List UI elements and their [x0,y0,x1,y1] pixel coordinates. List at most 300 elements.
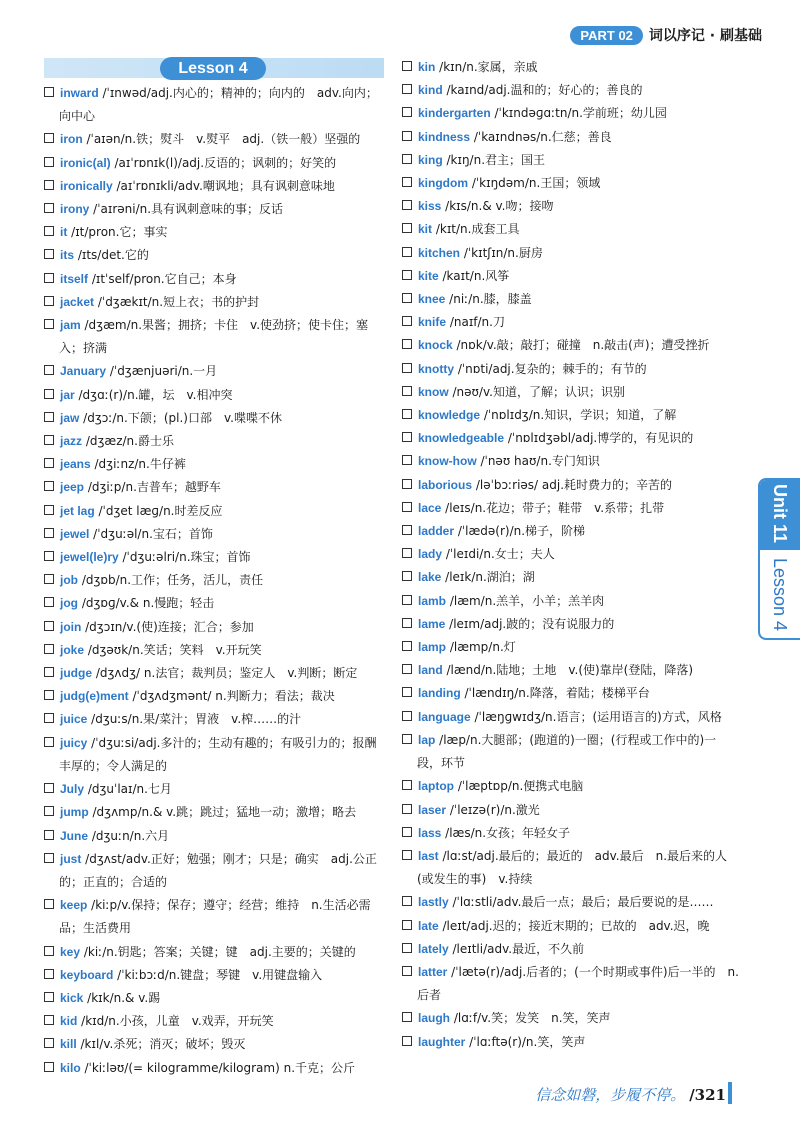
checkbox[interactable] [402,943,412,953]
vocab-word: keep [60,898,88,913]
vocab-definition: /dʒuːs/n.果/菜汁；胃液 v.榨……的汁 [87,712,302,727]
vocab-word: laugh [418,1011,450,1026]
checkbox[interactable] [44,226,54,236]
checkbox[interactable] [402,827,412,837]
checkbox[interactable] [44,853,54,863]
vocab-definition: /dʒʌmp/n.& v.跳；跳过；猛地一动；激增；略去 [88,805,357,820]
checkbox[interactable] [44,1015,54,1025]
vocab-entry [44,407,384,430]
vocab-word: knotty [418,361,454,376]
page-header [570,24,762,46]
vocab-definition: /lɑːst/adj.最后的；最近的 adv.最后 n.最后来的人(或发生的事) v.持续 [417,848,728,887]
vocab-definition: /ɪtˈself/pron.它自己；本身 [88,271,237,286]
vocab-word: it [60,225,68,240]
vocab-word: jeep [60,480,85,495]
checkbox[interactable] [44,157,54,167]
vocab-entry [402,845,740,891]
vocab-entry [402,102,740,125]
vocab-word: kit [418,222,433,237]
vocab-definition: /ˈlɑːstli/adv.最后一点；最后；最后要说的是…… [448,895,714,910]
vocab-word: kill [60,1037,77,1052]
vocab-word: jacket [60,294,95,309]
checkbox[interactable] [44,806,54,816]
vocab-word: laborious [418,477,473,492]
vocab-word: ladder [418,524,455,539]
vocab-entry [402,938,740,961]
checkbox[interactable] [44,528,54,538]
vocab-word: lamb [418,593,447,608]
vocab-word: kind [418,83,443,98]
page-footer [535,1084,726,1105]
vocab-entry [402,1031,740,1054]
checkbox[interactable] [402,339,412,349]
vocab-entry [44,384,384,407]
vocab-definition: /dʒʌst/adv.正好；勉强；刚才；只是；确实 adj.公正的；正直的；合适的 [59,851,377,889]
vocab-definition: /dʒɑː(r)/n.罐，坛 v.相冲突 [74,387,233,402]
checkbox[interactable] [402,618,412,628]
vocab-definition: /ˈnɒlɪdʒ/n.知识，学识；知道，了解 [480,408,677,423]
checkbox[interactable] [44,899,54,909]
vocab-word: language [418,709,471,724]
vocab-entry [402,590,740,613]
checkbox[interactable] [402,1036,412,1046]
checkbox[interactable] [402,896,412,906]
checkbox[interactable] [44,435,54,445]
vocab-word: laser [418,802,447,817]
vocab-entry [44,662,384,685]
vocab-entry [44,360,384,383]
vocab-definition: /ɪts/det.它的 [74,248,149,263]
vocab-entry [44,848,384,894]
vocab-entry [402,1007,740,1030]
checkbox[interactable] [44,203,54,213]
vocab-entry [44,314,384,360]
checkbox[interactable] [44,992,54,1002]
vocab-word: just [60,851,82,866]
vocab-definition: /nəʊ/v.知道，了解；认识；识别 [448,384,625,399]
checkbox[interactable] [44,296,54,306]
checkbox[interactable] [44,1038,54,1048]
vocab-definition: /ˈdʒænjuəri/n.一月 [106,364,218,379]
vocab-word: lately [418,941,449,956]
vocab-entry [402,543,740,566]
vocab-definition: /ˈkɪtʃɪn/n.厨房 [460,245,543,260]
vocab-word: last [418,848,439,863]
vocab-word: job [60,573,78,588]
vocab-definition: /kɪŋ/n.君主；国王 [442,152,546,167]
vocab-definition: /leɪtli/adv.最近，不久前 [448,941,585,956]
vocab-word: kindness [418,129,471,144]
vocab-definition: /dʒuːn/n.六月 [88,828,170,843]
vocab-entry [402,56,740,79]
checkbox[interactable] [44,481,54,491]
vocab-definition: /læmp/n.灯 [446,640,516,655]
vocab-word: kick [60,990,84,1005]
vocab-definition: /leɪs/n.花边；带子；鞋带 v.系带；扎带 [441,500,665,515]
side-tab-unit [760,480,800,550]
lesson-title: Lesson 4 [160,57,266,80]
checkbox[interactable] [402,107,412,117]
checkbox[interactable] [402,363,412,373]
checkbox[interactable] [44,644,54,654]
vocab-definition: /lɑːf/v.笑；发笑 n.笑，笑声 [450,1011,611,1026]
vocab-entry [44,801,384,824]
vocab-definition: /ˈkiːbɔːd/n.键盘；琴键 v.用键盘输入 [113,967,323,982]
vocab-definition: /ˈleɪdi/n.女士；夫人 [442,547,555,562]
side-tab [758,478,800,640]
vocab-definition: /læm/n.羔羊，小羊；羔羊肉 [446,593,605,608]
vocab-entry [44,128,384,151]
checkbox[interactable] [44,505,54,515]
vocab-word: laughter [418,1034,466,1049]
checkbox[interactable] [402,200,412,210]
checkbox[interactable] [44,621,54,631]
vocab-word: know [418,384,449,399]
vocab-definition: /ˈnɒti/adj.复杂的；棘手的；有节的 [454,361,647,376]
vocab-column-right [402,56,740,1054]
vocab-entry [44,291,384,314]
vocab-definition: /dʒæz/n.爵士乐 [82,434,174,449]
vocab-word: kite [418,268,439,283]
vocab-entry [402,79,740,102]
checkbox[interactable] [44,180,54,190]
part-badge: PART 02 [570,26,643,45]
checkbox[interactable] [402,455,412,465]
vocab-definition: /dʒæm/n.果酱；拥挤；卡住 v.使劲挤；使卡住；塞入；挤满 [59,318,369,356]
checkbox[interactable] [402,711,412,721]
vocab-definition: /kaɪt/n.风筝 [438,268,510,283]
vocab-definition: /ˈlæptɒp/n.便携式电脑 [454,779,584,794]
checkbox[interactable] [44,458,54,468]
vocab-entry [44,1057,384,1080]
vocab-word: January [60,364,107,379]
vocab-word: kitchen [418,245,461,260]
checkbox[interactable] [402,804,412,814]
checkbox[interactable] [402,525,412,535]
checkbox[interactable] [402,664,412,674]
checkbox[interactable] [402,131,412,141]
vocab-definition: /dʒɒɡ/v.& n.慢跑；轻击 [78,596,215,611]
vocab-entry [44,476,384,499]
vocab-definition: /dʒɒb/n.工作；任务，活儿，责任 [78,573,264,588]
vocab-word: juicy [60,735,88,750]
vocab-entry [44,1033,384,1056]
vocab-word: lace [418,500,442,515]
page-number: /321 [689,1086,726,1104]
vocab-word: jump [60,805,89,820]
vocab-entry [44,685,384,708]
vocab-entry [402,659,740,682]
vocab-word: knife [418,315,447,330]
checkbox[interactable] [44,551,54,561]
vocab-word: joke [60,642,85,657]
vocab-definition: /dʒɔɪn/v.(使)连接；汇合；参加 [81,619,254,634]
vocab-entry [44,523,384,546]
vocab-definition: /ˈkɪŋdəm/n.王国；领域 [468,176,601,191]
vocab-word: laptop [418,779,454,794]
vocab-definition: /dʒuˈlaɪ/n.七月 [84,782,172,797]
vocab-definition: /ˈkaɪndnəs/n.仁慈；善良 [470,129,612,144]
vocab-definition: /ˈlætə(r)/adj.后者的；(一个时期或事件)后一半的 n.后者 [417,964,739,1003]
vocab-word: judg(e)ment [60,689,129,704]
checkbox[interactable] [402,409,412,419]
vocab-definition: /naɪf/n.刀 [446,315,505,330]
vocab-word: jam [60,318,81,333]
checkbox[interactable] [44,830,54,840]
checkbox[interactable] [44,783,54,793]
vocab-definition: /læp/n.大腿部；(跑道的)一圈；(行程或工作中的)一段，环节 [417,732,717,771]
checkbox[interactable] [44,574,54,584]
vocab-definition: /ˈkɪndəɡɑːtn/n.学前班；幼儿园 [490,106,667,121]
vocab-entry [402,891,740,914]
vocab-word: irony [60,202,90,217]
vocab-word: lass [418,825,442,840]
vocab-definition: /lænd/n.陆地；土地 v.(使)靠岸(登陆，降落) [442,663,694,678]
vocab-word: jaw [60,410,80,425]
vocab-entry [402,404,740,427]
vocab-entry [44,175,384,198]
checkbox[interactable] [402,316,412,326]
vocab-entry [44,894,384,940]
vocab-definition: /kɪn/n.家属，亲戚 [435,60,538,74]
vocab-definition: /ˈnɒlɪdʒəbl/adj.博学的，有见识的 [504,431,694,446]
checkbox[interactable] [402,850,412,860]
vocab-definition: /ˈaɪrəni/n.具有讽刺意味的事；反话 [89,202,284,217]
vocab-entry [402,520,740,543]
checkbox[interactable] [402,270,412,280]
checkbox[interactable] [44,389,54,399]
vocab-word: kingdom [418,176,468,191]
vocab-definition: /ˈdʒækɪt/n.短上衣；书的护封 [94,294,260,309]
vocab-entry [402,358,740,381]
vocab-entry [44,778,384,801]
vocab-definition: /ɪt/pron.它；事实 [67,225,168,240]
vocab-entry [44,546,384,569]
checkbox[interactable] [402,61,412,71]
vocab-definition: /dʒiːnz/n.牛仔裤 [90,457,186,472]
side-tab-lesson-label: Lesson 4 [770,558,790,632]
checkbox[interactable] [402,920,412,930]
vocab-entry [44,569,384,592]
checkbox[interactable] [44,1062,54,1072]
vocab-entry [402,706,740,729]
vocab-word: lady [418,547,443,562]
checkbox[interactable] [44,87,54,97]
vocab-entry [402,613,740,636]
checkbox[interactable] [402,734,412,744]
vocab-definition: /dʒɔː/n.下颌；(pl.)口部 v.喋喋不休 [79,410,282,425]
checkbox[interactable] [44,273,54,283]
vocab-entry [402,450,740,473]
vocab-word: latter [418,964,448,979]
vocab-definition: /ˈdʒuːəl/n.宝石；首饰 [89,526,213,541]
vocab-entry [402,566,740,589]
vocab-definition: /ˈaɪən/n.铁；熨斗 v.熨平 adj.（铁一般）坚强的 [82,132,361,147]
vocab-definition: /leɪm/adj.跛的；没有说服力的 [445,616,615,631]
vocab-definition: /ˈleɪzə(r)/n.激光 [446,802,540,817]
checkbox[interactable] [402,571,412,581]
vocab-word: jar [60,387,75,402]
checkbox[interactable] [402,479,412,489]
footer-motto: 信念如磐，步履不停。 [535,1086,686,1104]
checkbox[interactable] [44,597,54,607]
vocab-word: June [60,828,89,843]
vocab-entry [402,218,740,241]
vocab-definition: /ˈnəʊ haʊ/n.专门知识 [476,454,600,469]
checkbox[interactable] [402,386,412,396]
vocab-word: kindergarten [418,106,491,121]
vocab-definition: /kiːp/v.保持；保存；遵守；经营；维持 n.生活必需品；生活费用 [59,898,371,936]
vocab-word: ironically [60,178,113,193]
checkbox[interactable] [402,247,412,257]
checkbox[interactable] [44,365,54,375]
checkbox[interactable] [44,690,54,700]
vocab-word: keyboard [60,967,114,982]
vocab-entry [44,430,384,453]
vocab-word: ironic(al) [60,155,111,170]
vocab-entry [44,987,384,1010]
vocab-entry [44,616,384,639]
checkbox[interactable] [402,293,412,303]
checkbox[interactable] [402,223,412,233]
checkbox[interactable] [402,687,412,697]
vocab-definition: /aɪˈrɒnɪkli/adv.嘲讽地；具有讽刺意味地 [112,178,335,193]
vocab-word: kin [418,60,436,74]
vocab-word: key [60,944,81,959]
vocab-word: lake [418,570,442,585]
vocab-entry [402,915,740,938]
checkbox[interactable] [402,1012,412,1022]
checkbox[interactable] [44,946,54,956]
vocab-word: jet lag [60,503,95,518]
vocab-word: July [60,782,85,797]
vocab-entry [402,242,740,265]
vocab-word: late [418,918,439,933]
checkbox[interactable] [402,641,412,651]
vocab-definition: /kɪd/n.小孩，儿童 v.戏弄，开玩笑 [77,1014,274,1029]
vocab-entry [402,775,740,798]
vocab-word: knee [418,292,446,307]
checkbox[interactable] [44,133,54,143]
vocab-word: join [60,619,82,634]
vocab-entry [402,427,740,450]
vocab-word: jeans [60,457,91,472]
vocab-word: jog [60,596,78,611]
vocab-entry [44,964,384,987]
vocab-word: lamp [418,640,447,655]
vocab-entry [402,172,740,195]
vocab-entry [402,149,740,172]
vocab-entry [402,497,740,520]
vocab-definition: /ˈɪnwəd/adj.内心的；精神的；向内的 adv.向内；向中心 [59,86,378,124]
checkbox[interactable] [44,667,54,677]
footer-bar [728,1082,732,1104]
vocab-word: lastly [418,895,449,910]
vocab-word: itself [60,271,89,286]
vocab-definition: /ˈdʒuːsi/adj.多汁的；生动有趣的；有吸引力的；报酬丰厚的；令人满足的 [59,735,377,773]
vocab-word: juice [60,712,88,727]
vocab-word: inward [60,86,99,100]
vocab-entry [44,825,384,848]
vocab-entry [44,152,384,175]
vocab-definition: /nɒk/v.敲；敲打；碰撞 n.敲击(声)；遭受挫折 [452,338,710,353]
vocab-entry [44,198,384,221]
vocab-word: jewel(le)ry [60,550,119,565]
vocab-word: land [418,663,443,678]
vocab-word: knock [418,338,453,353]
vocab-entry [44,941,384,964]
vocab-entry [402,822,740,845]
vocab-entry [402,265,740,288]
vocab-word: its [60,248,75,263]
vocab-definition: /dʒʌdʒ/ n.法官；裁判员；鉴定人 v.判断；断定 [92,666,358,681]
checkbox[interactable] [402,502,412,512]
vocab-entry [402,961,740,1007]
checkbox[interactable] [402,780,412,790]
vocab-definition: /niː/n.膝，膝盖 [445,292,532,307]
vocab-definition: /ˈlædə(r)/n.梯子，阶梯 [454,524,586,539]
vocab-definition: /ˈdʒuːəlri/n.珠宝；首饰 [118,550,251,565]
vocab-word: kid [60,1014,78,1029]
vocab-entry [44,221,384,244]
vocab-entry [402,334,740,357]
vocab-entry [402,682,740,705]
vocab-entry [402,195,740,218]
checkbox[interactable] [402,548,412,558]
vocab-word: king [418,152,443,167]
vocab-definition: /dʒəʊk/n.笑话；笑料 v.开玩笑 [84,642,262,657]
checkbox[interactable] [402,177,412,187]
checkbox[interactable] [44,713,54,723]
checkbox[interactable] [402,966,412,976]
vocab-entry [44,500,384,523]
vocab-entry [402,288,740,311]
vocab-definition: /leɪk/n.湖泊；湖 [441,570,535,585]
side-tab-unit-label: Unit 11 [770,484,790,544]
vocab-definition: /ˈdʒet læɡ/n.时差反应 [94,503,223,518]
vocab-entry [44,732,384,778]
vocab-entry [402,729,740,775]
checkbox[interactable] [402,595,412,605]
vocab-entry [402,474,740,497]
checkbox[interactable] [44,249,54,259]
vocab-word: kilo [60,1060,81,1075]
checkbox[interactable] [44,737,54,747]
checkbox[interactable] [44,319,54,329]
checkbox[interactable] [44,969,54,979]
vocab-word: iron [60,132,83,147]
vocab-entry [402,126,740,149]
checkbox[interactable] [44,412,54,422]
vocab-definition: /læs/n.女孩；年轻女子 [441,825,571,840]
vocab-entry [44,639,384,662]
vocab-entry [44,268,384,291]
vocab-definition: /ˈlændɪŋ/n.降落，着陆；楼梯平台 [460,686,650,701]
vocab-definition: /kɪk/n.& v.踢 [83,990,161,1005]
checkbox[interactable] [402,84,412,94]
vocab-entry [402,799,740,822]
vocab-word: kiss [418,199,442,214]
vocab-entry [402,636,740,659]
vocab-word: judge [60,666,92,681]
vocab-word: knowledge [418,408,481,423]
vocab-entry [44,244,384,267]
checkbox[interactable] [402,432,412,442]
vocab-word: jewel [60,526,90,541]
vocab-definition: /leɪt/adj.迟的；接近末期的；已故的 adv.迟，晚 [438,918,710,933]
vocab-definition: /kɪt/n.成套工具 [432,222,520,237]
checkbox[interactable] [402,154,412,164]
